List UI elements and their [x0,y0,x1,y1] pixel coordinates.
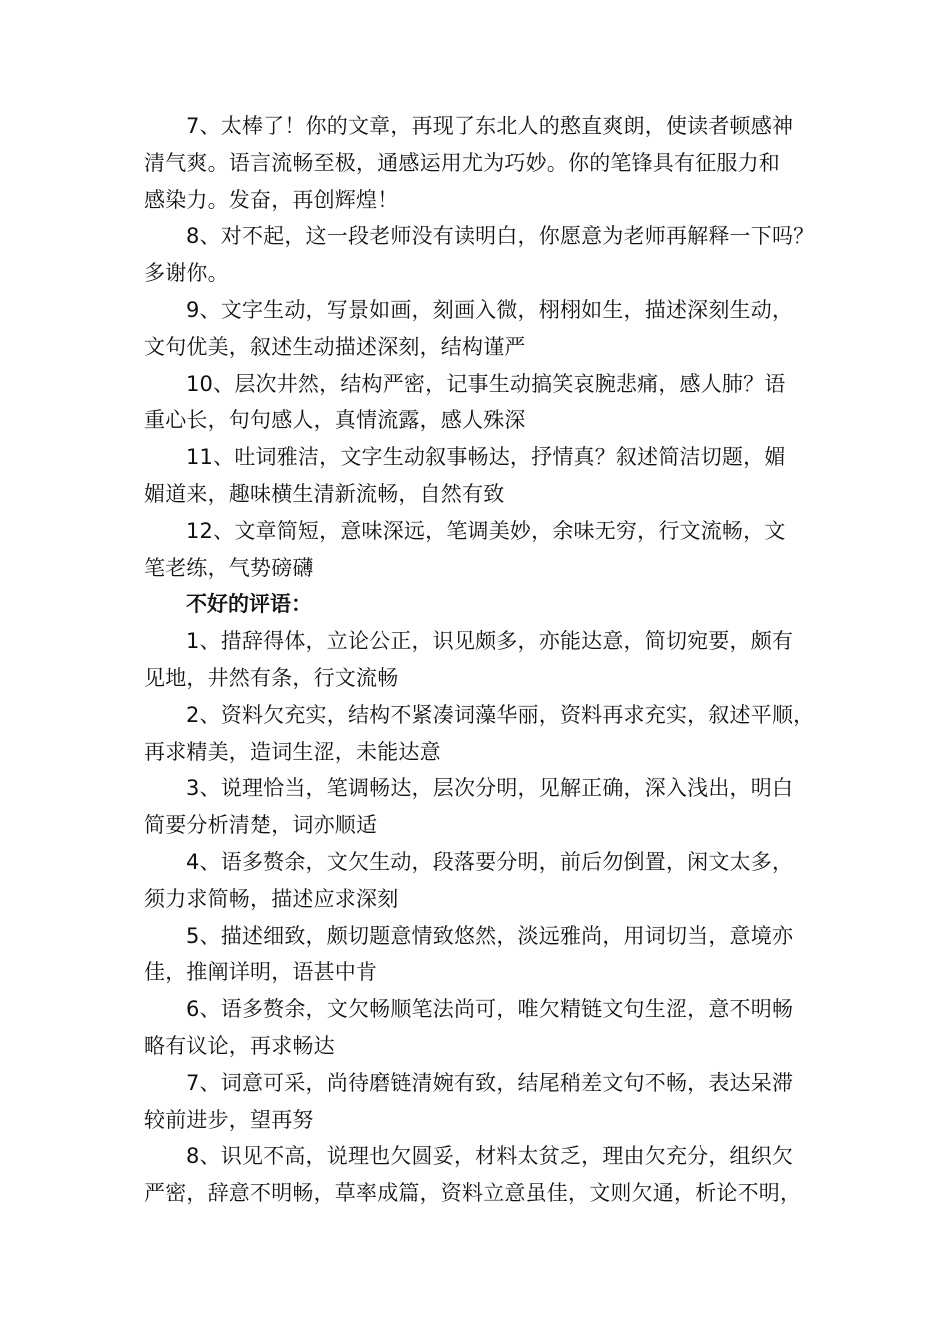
text-line: 严密，辞意不明畅，草率成篇，资料立意虽佳，文则欠通，析论不明， [144,1181,802,1206]
comment-paragraph [144,366,834,440]
text-line: 2、资料欠充实，结构不紧凑词藻华丽，资料再求充实，叙述平顺， [186,702,815,727]
text-line: 再求精美，造词生涩，未能达意 [144,739,441,764]
text-line: 重心长，句句感人，真情流露，感人殊深 [144,408,526,433]
text-line: 见地，井然有条，行文流畅 [144,665,399,690]
text-line: 7、词意可采，尚待磨链清婉有致，结尾稍差文句不畅，表达呆滞 [186,1070,794,1095]
text-line: 4、语多赘余，文欠生动，段落要分明，前后勿倒置，闲文太多， [186,849,794,874]
comment-paragraph [144,770,834,844]
text-line: 略有议论，再求畅达 [144,1033,335,1058]
text-line: 10、层次井然，结构严密，记事生动搞笑哀腕悲痛，感人肺？语 [186,371,786,396]
comment-paragraph [144,697,834,771]
text-line: 1、措辞得体，立论公正，识见颇多，亦能达意，简切宛要，颇有 [186,629,794,654]
comment-paragraph [144,1065,834,1139]
text-line: 7、太棒了！你的文章，再现了东北人的憨直爽朗，使读者顿感神 [186,114,794,138]
comment-paragraph [144,108,834,218]
text-line: 笔老练，气势磅礴 [144,555,314,580]
comment-paragraph [144,623,834,697]
comment-paragraph [144,1138,834,1212]
comment-paragraph [144,439,834,513]
text-line: 多谢你。 [144,261,229,286]
comment-paragraph [144,844,834,918]
text-line: 较前进步，望再努 [144,1107,314,1132]
text-line: 须力求简畅，描述应求深刻 [144,886,399,911]
text-line: 5、描述细致，颇切题意情致悠然，淡远雅尚，用词切当，意境亦 [186,923,794,948]
text-line: 佳，推阐详明，语甚中肯 [144,960,378,985]
text-line: 媚道来，趣味横生清新流畅，自然有致 [144,481,505,506]
text-line: 11、吐词雅洁，文字生动叙事畅达，抒情真？叙述简洁切题，媚 [186,445,786,470]
document-page [144,108,834,1212]
text-line: 6、语多赘余，文欠畅顺笔法尚可，唯欠精链文句生涩，意不明畅 [186,997,794,1022]
text-line: 清气爽。语言流畅至极，通感运用尤为巧妙。你的笔锋具有征服力和 [144,150,780,175]
comment-paragraph [144,918,834,992]
text-line: 3、说理恰当，笔调畅达，层次分明，见解正确，深入浅出，明白 [186,776,794,801]
comment-paragraph [144,513,834,587]
text-line: 8、识见不高，说理也欠圆妥，材料太贫乏，理由欠充分，组织欠 [186,1144,794,1169]
comment-paragraph [144,991,834,1065]
comment-paragraph [144,218,834,292]
section-heading-bad-comments: 不好的评语： [186,592,312,617]
text-line: 9、文字生动，写景如画，刻画入微，栩栩如生，描述深刻生动， [186,297,794,322]
text-line: 感染力。发奋，再创辉煌！ [144,187,399,212]
comment-paragraph [144,292,834,366]
text-line: 12、文章简短，意味深远，笔调美妙，余味无穷，行文流畅，文 [186,518,786,543]
text-line: 简要分析清楚，词亦顺适 [144,813,378,838]
text-line: 文句优美，叙述生动描述深刻，结构谨严 [144,334,526,359]
text-line: 8、对不起，这一段老师没有读明白，你愿意为老师再解释一下吗？ [186,224,815,249]
